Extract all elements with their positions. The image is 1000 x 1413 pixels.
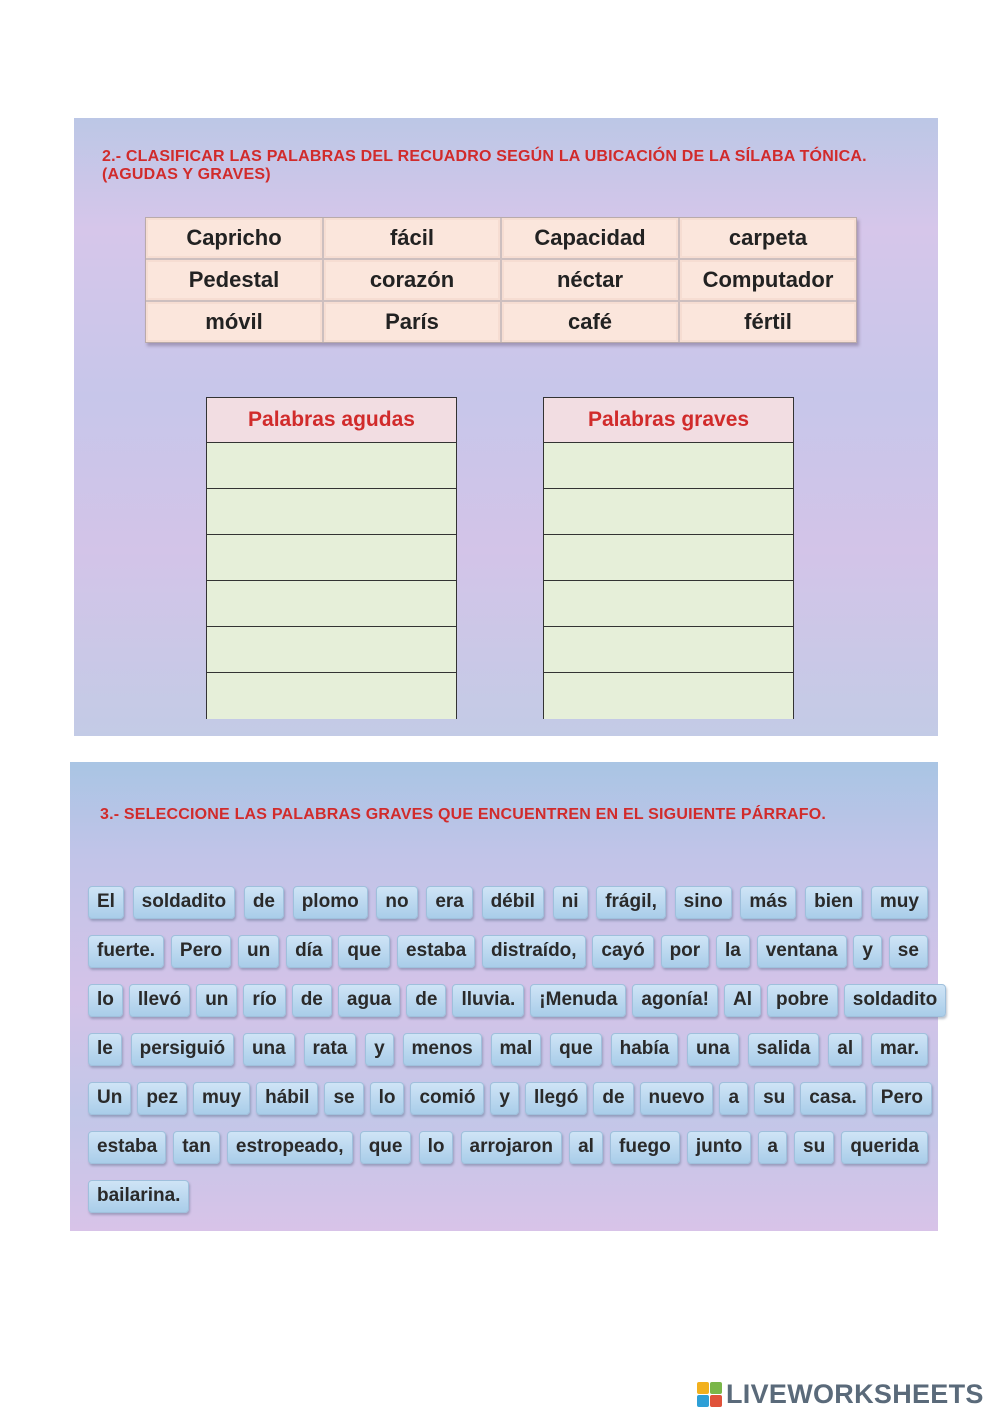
- paragraph-word[interactable]: un: [196, 984, 237, 1017]
- table-graves-title: Palabras graves: [544, 398, 793, 443]
- table-graves-slot[interactable]: [544, 581, 793, 627]
- paragraph-word[interactable]: se: [324, 1082, 363, 1115]
- paragraph-word[interactable]: de: [244, 886, 284, 919]
- logo-square-4: [710, 1395, 722, 1407]
- paragraph-word[interactable]: una: [687, 1033, 739, 1066]
- paragraph-word[interactable]: al: [569, 1131, 603, 1164]
- paragraph-word[interactable]: querida: [841, 1131, 928, 1164]
- table-graves-slot[interactable]: [544, 443, 793, 489]
- paragraph-word[interactable]: lo: [88, 984, 123, 1017]
- paragraph-word[interactable]: agua: [338, 984, 400, 1017]
- section-3-heading: 3.- SELECCIONE LAS PALABRAS GRAVES QUE ENCUENTREN EN EL SIGUIENTE PÁRRAFO.: [100, 806, 826, 823]
- paragraph-line: [88, 982, 938, 1018]
- paragraph-word[interactable]: frágil,: [596, 886, 666, 919]
- paragraph-word[interactable]: de: [406, 984, 446, 1017]
- word-bank-item[interactable]: Computador: [680, 260, 856, 300]
- paragraph-word[interactable]: Al: [724, 984, 761, 1017]
- paragraph-word[interactable]: un: [238, 935, 279, 968]
- paragraph-word[interactable]: muy: [193, 1082, 250, 1115]
- paragraph-word[interactable]: a: [719, 1082, 748, 1115]
- table-agudas-title: Palabras agudas: [207, 398, 456, 443]
- table-graves-slot[interactable]: [544, 627, 793, 673]
- table-agudas-slot[interactable]: [207, 581, 456, 627]
- paragraph-word[interactable]: ventana: [757, 935, 847, 968]
- paragraph-word[interactable]: no: [376, 886, 417, 919]
- logo-square-3: [697, 1395, 709, 1407]
- paragraph-word[interactable]: una: [243, 1033, 295, 1066]
- table-graves-slots: [544, 443, 793, 719]
- paragraph-word[interactable]: que: [550, 1033, 602, 1066]
- word-bank-item[interactable]: café: [502, 302, 678, 342]
- word-bank-item[interactable]: Pedestal: [146, 260, 322, 300]
- paragraph-word[interactable]: de: [292, 984, 332, 1017]
- word-bank-item[interactable]: néctar: [502, 260, 678, 300]
- paragraph-word[interactable]: más: [740, 886, 796, 919]
- paragraph-word[interactable]: débil: [482, 886, 544, 919]
- paragraph-word[interactable]: ¡Menuda: [530, 984, 626, 1017]
- paragraph-word[interactable]: menos: [403, 1033, 482, 1066]
- paragraph-word[interactable]: río: [243, 984, 285, 1017]
- paragraph-word[interactable]: a: [758, 1131, 787, 1164]
- paragraph-word[interactable]: lo: [370, 1082, 405, 1115]
- paragraph-word[interactable]: El: [88, 886, 124, 919]
- logo-square-1: [697, 1382, 709, 1394]
- paragraph-word[interactable]: casa.: [800, 1082, 866, 1115]
- paragraph-word[interactable]: le: [88, 1033, 122, 1066]
- paragraph-line: [88, 1080, 928, 1116]
- table-graves-slot[interactable]: [544, 673, 793, 719]
- paragraph-word[interactable]: día: [286, 935, 331, 968]
- liveworksheets-logo: [697, 1376, 984, 1412]
- paragraph-word[interactable]: pez: [137, 1082, 187, 1115]
- paragraph-word[interactable]: estropeado,: [227, 1131, 353, 1164]
- paragraph-word[interactable]: pobre: [767, 984, 838, 1017]
- section-2-heading: 2.- CLASIFICAR LAS PALABRAS DEL RECUADRO SEGÚN LA UBICACIÓN DE LA SÍLABA TÓNICA. (AGUDAS Y GRAVES): [102, 148, 867, 183]
- paragraph-word[interactable]: y: [853, 935, 882, 968]
- paragraph-word[interactable]: Un: [88, 1082, 131, 1115]
- paragraph-word[interactable]: mal: [491, 1033, 542, 1066]
- word-bank-item[interactable]: carpeta: [680, 218, 856, 258]
- paragraph-line: [88, 1031, 928, 1067]
- section-3-panel: [70, 762, 938, 1231]
- paragraph-word[interactable]: que: [360, 1131, 412, 1164]
- table-agudas-slots: [207, 443, 456, 719]
- table-palabras-agudas: [206, 397, 457, 719]
- paragraph-word[interactable]: comió: [410, 1082, 484, 1115]
- paragraph-word[interactable]: y: [490, 1082, 519, 1115]
- table-agudas-slot[interactable]: [207, 443, 456, 489]
- word-bank-item[interactable]: fértil: [680, 302, 856, 342]
- paragraph-word[interactable]: lluvia.: [452, 984, 524, 1017]
- table-agudas-slot[interactable]: [207, 673, 456, 719]
- paragraph-word[interactable]: estaba: [88, 1131, 166, 1164]
- section-2-panel: [74, 118, 938, 736]
- paragraph-line: [88, 1178, 928, 1214]
- paragraph-word[interactable]: estaba: [397, 935, 475, 968]
- paragraph-word[interactable]: se: [889, 935, 928, 968]
- paragraph-word[interactable]: fuego: [610, 1131, 680, 1164]
- table-agudas-slot[interactable]: [207, 489, 456, 535]
- paragraph-word[interactable]: sino: [675, 886, 732, 919]
- paragraph-word[interactable]: lo: [419, 1131, 454, 1164]
- logo-square-2: [710, 1382, 722, 1394]
- paragraph-line: [88, 1129, 928, 1165]
- paragraph-word[interactable]: que: [338, 935, 390, 968]
- paragraph-word[interactable]: distraído,: [482, 935, 586, 968]
- paragraph-word[interactable]: era: [426, 886, 473, 919]
- table-agudas-slot[interactable]: [207, 535, 456, 581]
- paragraph-word[interactable]: arrojaron: [461, 1131, 562, 1164]
- paragraph-word[interactable]: fuerte.: [88, 935, 164, 968]
- paragraph-word[interactable]: Pero: [171, 935, 231, 968]
- word-bank: [145, 217, 857, 343]
- paragraph-line: [88, 884, 928, 920]
- paragraph-word[interactable]: bien: [805, 886, 862, 919]
- word-bank-item[interactable]: corazón: [324, 260, 500, 300]
- paragraph-word[interactable]: había: [611, 1033, 679, 1066]
- word-bank-item[interactable]: París: [324, 302, 500, 342]
- paragraph-word[interactable]: llegó: [525, 1082, 587, 1115]
- paragraph-word[interactable]: rata: [304, 1033, 357, 1066]
- table-graves-slot[interactable]: [544, 489, 793, 535]
- paragraph-line: [88, 933, 928, 969]
- word-bank-item[interactable]: Capricho: [146, 218, 322, 258]
- paragraph-word[interactable]: soldadito: [133, 886, 235, 919]
- paragraph-word[interactable]: Pero: [872, 1082, 932, 1115]
- paragraph-word[interactable]: tan: [173, 1131, 220, 1164]
- paragraph-word[interactable]: muy: [871, 886, 928, 919]
- paragraph-word[interactable]: nuevo: [640, 1082, 714, 1115]
- paragraph-word[interactable]: y: [365, 1033, 394, 1066]
- paragraph-word[interactable]: su: [754, 1082, 794, 1115]
- paragraph-word[interactable]: la: [716, 935, 750, 968]
- table-graves-slot[interactable]: [544, 535, 793, 581]
- logo-text: LIVEWORKSHEETS: [726, 1378, 984, 1409]
- paragraph-word[interactable]: soldadito: [844, 984, 946, 1017]
- paragraph-word[interactable]: de: [593, 1082, 633, 1115]
- paragraph-word[interactable]: persiguió: [131, 1033, 235, 1066]
- paragraph-word[interactable]: mar.: [871, 1033, 928, 1066]
- paragraph-word[interactable]: al: [828, 1033, 862, 1066]
- paragraph-word[interactable]: ni: [553, 886, 588, 919]
- paragraph-word[interactable]: agonía!: [632, 984, 718, 1017]
- paragraph-word[interactable]: bailarina.: [88, 1180, 189, 1213]
- word-bank-item[interactable]: Capacidad: [502, 218, 678, 258]
- paragraph-word[interactable]: cayó: [592, 935, 653, 968]
- paragraph-word[interactable]: hábil: [256, 1082, 318, 1115]
- word-bank-item[interactable]: fácil: [324, 218, 500, 258]
- paragraph-words: [88, 884, 938, 1227]
- word-bank-item[interactable]: móvil: [146, 302, 322, 342]
- paragraph-word[interactable]: por: [661, 935, 710, 968]
- paragraph-word[interactable]: junto: [687, 1131, 751, 1164]
- paragraph-word[interactable]: su: [794, 1131, 834, 1164]
- paragraph-word[interactable]: salida: [748, 1033, 820, 1066]
- paragraph-word[interactable]: llevó: [129, 984, 190, 1017]
- paragraph-word[interactable]: plomo: [293, 886, 368, 919]
- liveworksheets-logo-icon: [697, 1382, 722, 1407]
- table-palabras-graves: [543, 397, 794, 719]
- table-agudas-slot[interactable]: [207, 627, 456, 673]
